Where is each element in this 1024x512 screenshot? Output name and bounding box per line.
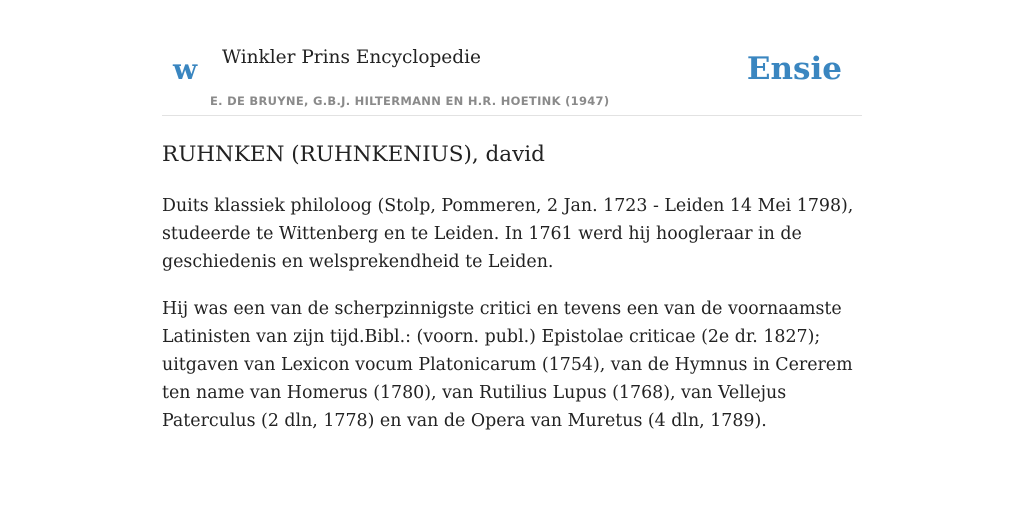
page	[162, 0, 862, 512]
source-header	[162, 0, 862, 116]
source-title[interactable]: Winkler Prins Encyclopedie	[222, 47, 481, 68]
entry-body	[162, 192, 862, 454]
source-authors: E. DE BRUYNE, G.B.J. HILTERMANN EN H.R. HOETINK (1947)	[210, 94, 610, 108]
entry-paragraph: Hij was een van de scherpzinnigste critici en tevens een van de voornaamste Latinisten van zijn tijd.Bibl.: (voorn. publ.) Epistolae criticae (2e dr. 1827); uitgaven van Lexicon vocum Platonicarum (1754), van de Hymnus in Cererem ten name van Homerus (1780), van Rutilius Lupus (1768), van Vellejus Paterculus (2 dln, 1778) en van de Opera van Muretus (4 dln, 1789).	[162, 299, 853, 431]
winkler-prins-logo[interactable]: w	[173, 53, 198, 86]
ensie-logo-link[interactable]: Ensie	[746, 51, 842, 87]
entry-title: RUHNKEN (RUHNKENIUS), david	[162, 142, 545, 167]
entry-paragraph: Duits klassiek philoloog (Stolp, Pommeren, 2 Jan. 1723 - Leiden 14 Mei 1798), studeerde te Wittenberg en te Leiden. In 1761 werd hij hoogleraar in de geschiedenis en welsprekendheid te Leiden.	[162, 196, 854, 272]
